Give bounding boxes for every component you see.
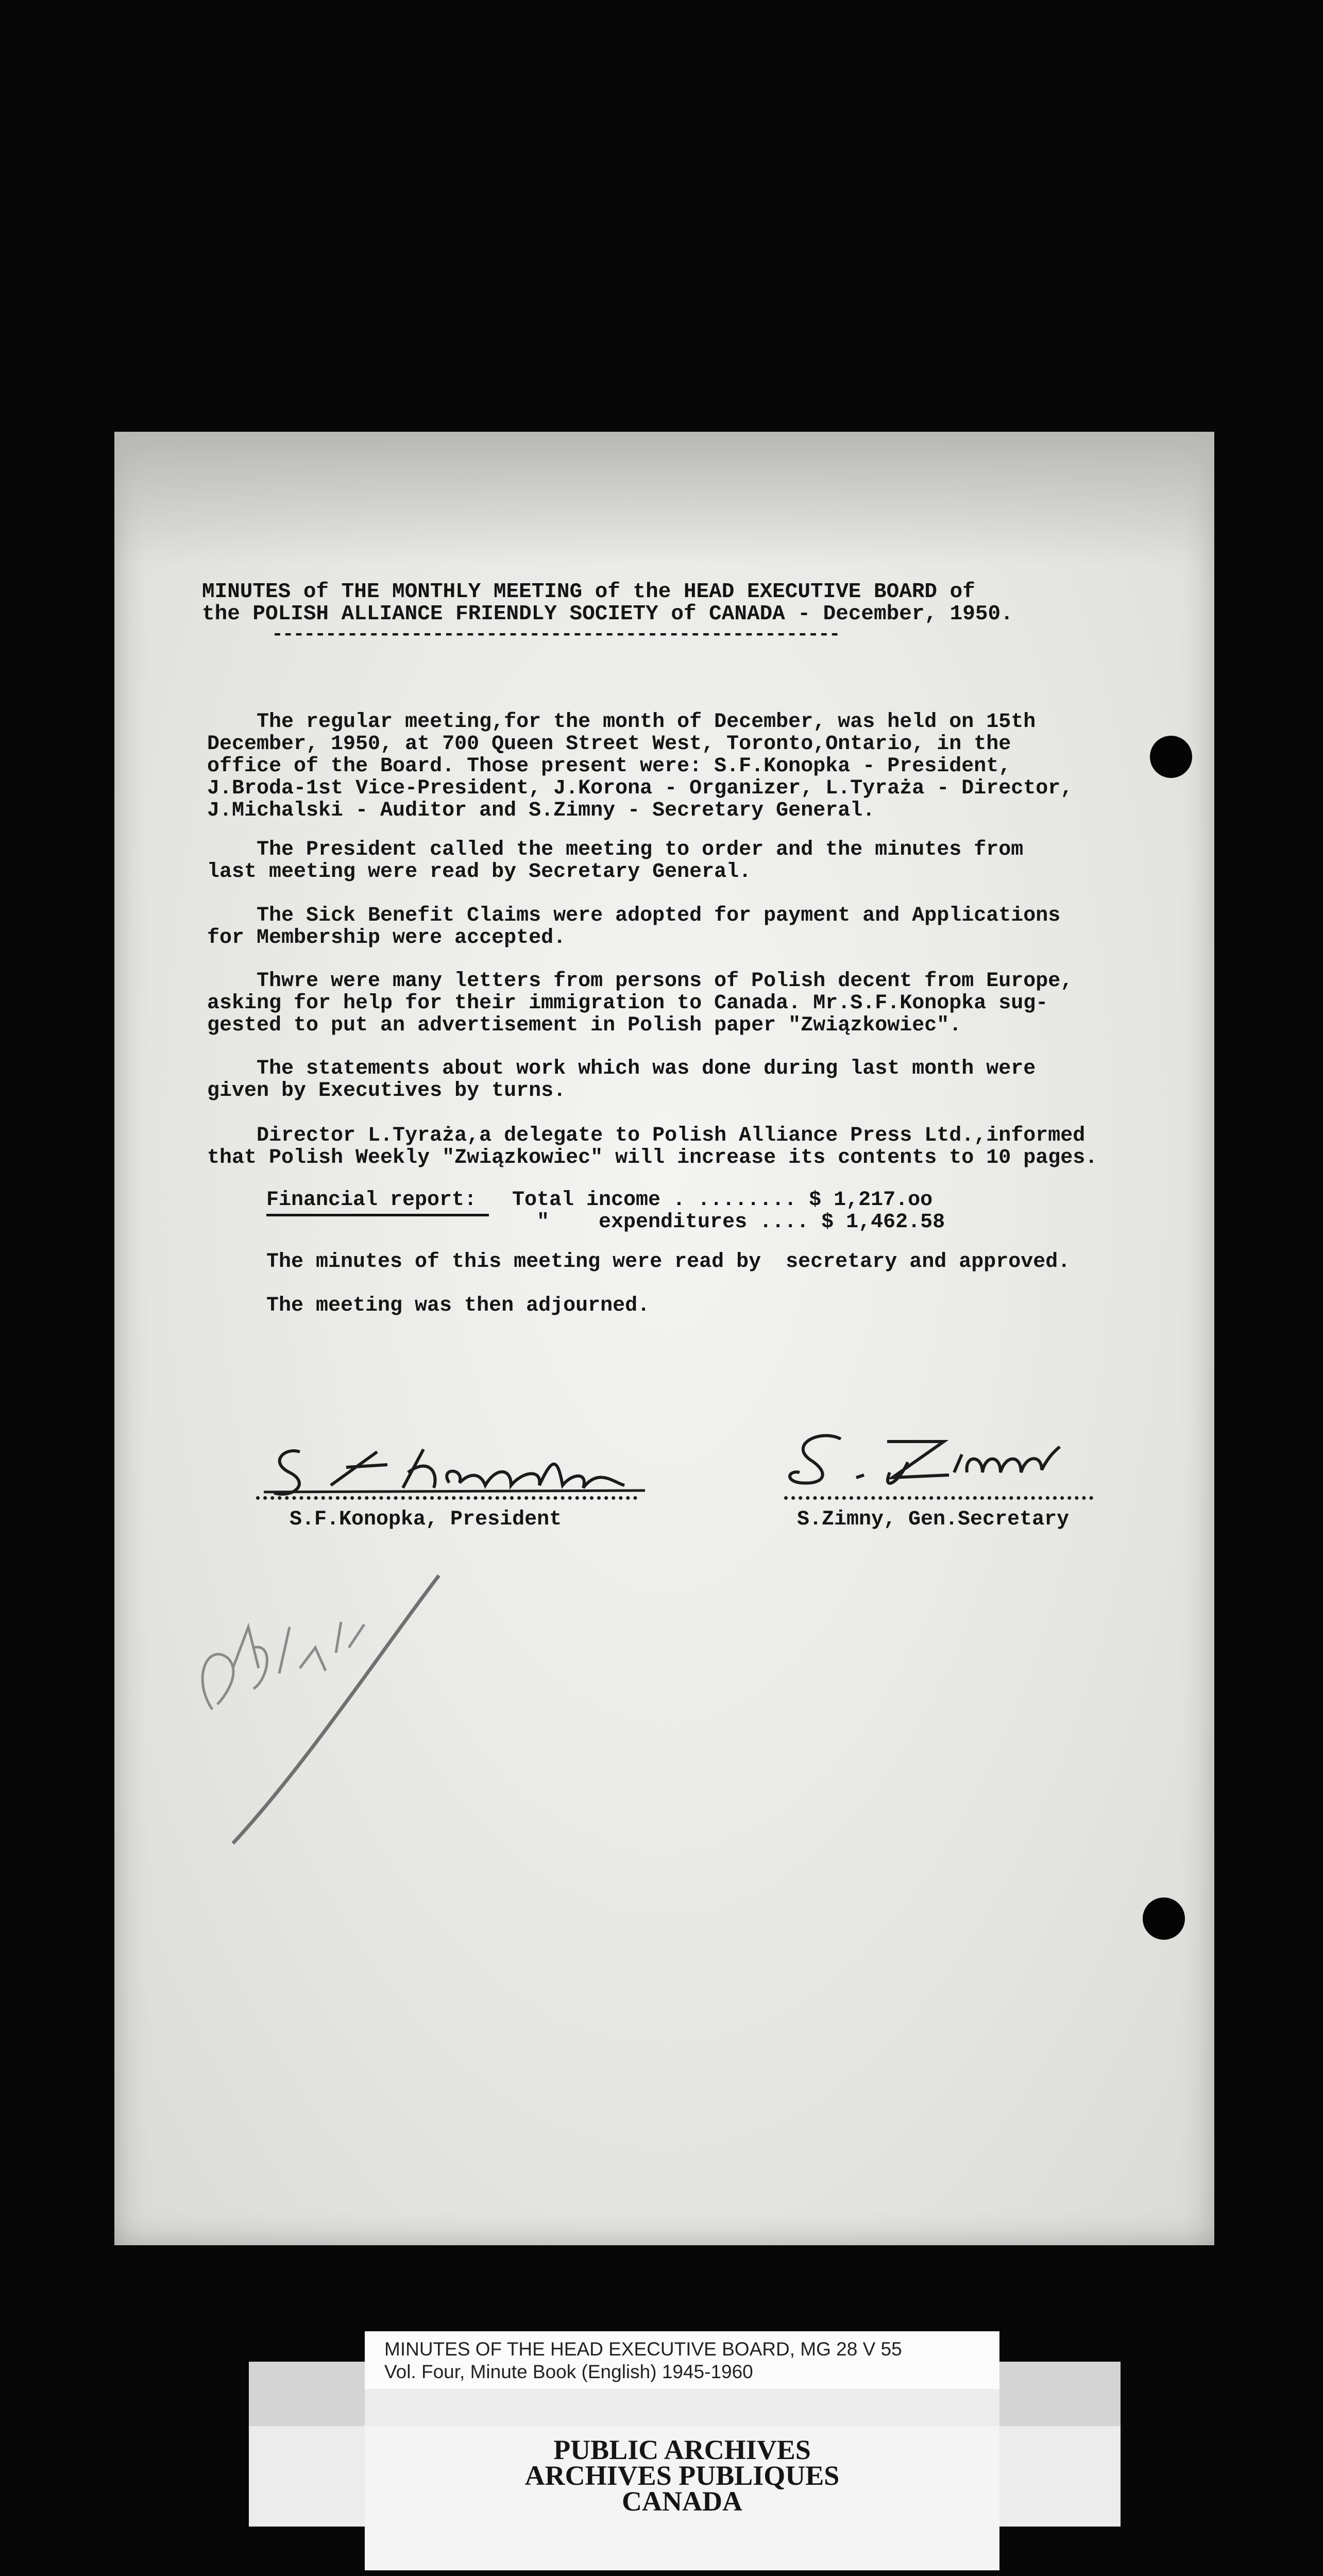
punch-hole-bottom — [1143, 1897, 1185, 1940]
signature-name-secretary: S.Zimny, Gen.Secretary — [797, 1508, 1070, 1531]
signature-line-left — [256, 1493, 637, 1500]
signature-zimny — [779, 1423, 1067, 1490]
paragraph-call-to-order: The President called the meeting to order and the minutes from last meeting were read by Secretary General. — [207, 838, 1024, 884]
archive-stamp-notch-left — [249, 2362, 365, 2426]
financial-report-underline — [266, 1214, 489, 1216]
signature-name-president: S.F.Konopka, President — [290, 1508, 562, 1531]
closing-adjourned: The meeting was then adjourned. — [266, 1294, 650, 1317]
document-page — [114, 432, 1214, 2245]
archive-label-line-1: MINUTES OF THE HEAD EXECUTIVE BOARD, MG 28 V 55 — [384, 2338, 902, 2360]
paragraph-statements: The statements about work which was done during last month were given by Executives by turns. — [207, 1057, 1036, 1103]
archive-stamp-notch-right — [999, 2362, 1121, 2426]
punch-hole-top — [1150, 736, 1192, 778]
archive-stamp-line-1: PUBLIC ARCHIVES — [553, 2434, 811, 2465]
scan-shading — [114, 432, 1214, 566]
financial-total-income: Total income . ........ $ 1,217.oo — [512, 1189, 933, 1212]
financial-report-label: Financial report: — [266, 1189, 477, 1212]
minutes-heading — [202, 581, 1013, 625]
heading-line-1: MINUTES of THE MONTHLY MEETING of the HEAD EXECUTIVE BOARD of — [202, 580, 975, 604]
archive-stamp-line-2: ARCHIVES PUBLIQUES — [524, 2460, 840, 2491]
archive-label-line-2: Vol. Four, Minute Book (English) 1945-1960 — [384, 2361, 753, 2382]
signature-line-right — [784, 1493, 1093, 1500]
pencil-annotation — [171, 1565, 460, 1854]
heading-line-2: the POLISH ALLIANCE FRIENDLY SOCIETY of CANADA - December, 1950. — [202, 602, 1013, 626]
closing-approved: The minutes of this meeting were read by secretary and approved. — [266, 1250, 1071, 1274]
archive-stamp-line-3: CANADA — [622, 2486, 742, 2517]
paragraph-sick-benefit: The Sick Benefit Claims were adopted for payment and Applications for Membership were accepted. — [207, 904, 1061, 950]
paragraph-press: Director L.Tyraża,a delegate to Polish Alliance Press Ltd.,informed that Polish Weekly "Związkowiec" will increase its contents to 10 pages. — [207, 1124, 1098, 1170]
archive-reference-label — [365, 2331, 999, 2389]
heading-rule: ----------------------------------------------------- — [272, 623, 840, 646]
paragraph-letters: Thwre were many letters from persons of Polish decent from Europe, asking for help for their immigration to Canada. Mr.S.F.Konopka sug- gested to put an advertisement in Polish paper "Związkowiec". — [207, 970, 1073, 1037]
financial-expenditures: " expenditures .... $ 1,462.58 — [512, 1211, 945, 1234]
paragraph-attendance: The regular meeting,for the month of December, was held on 15th December, 1950, at 700 Queen Street West, Toronto,Ontario, in the office of the Board. Those present were: S.F.Konopka - President, J.Broda-1st Vice-President, J.Korona - Organizer, L.Tyraża - Director, J.Michalski - Auditor and S.Zimny - Secretary General. — [207, 710, 1073, 822]
